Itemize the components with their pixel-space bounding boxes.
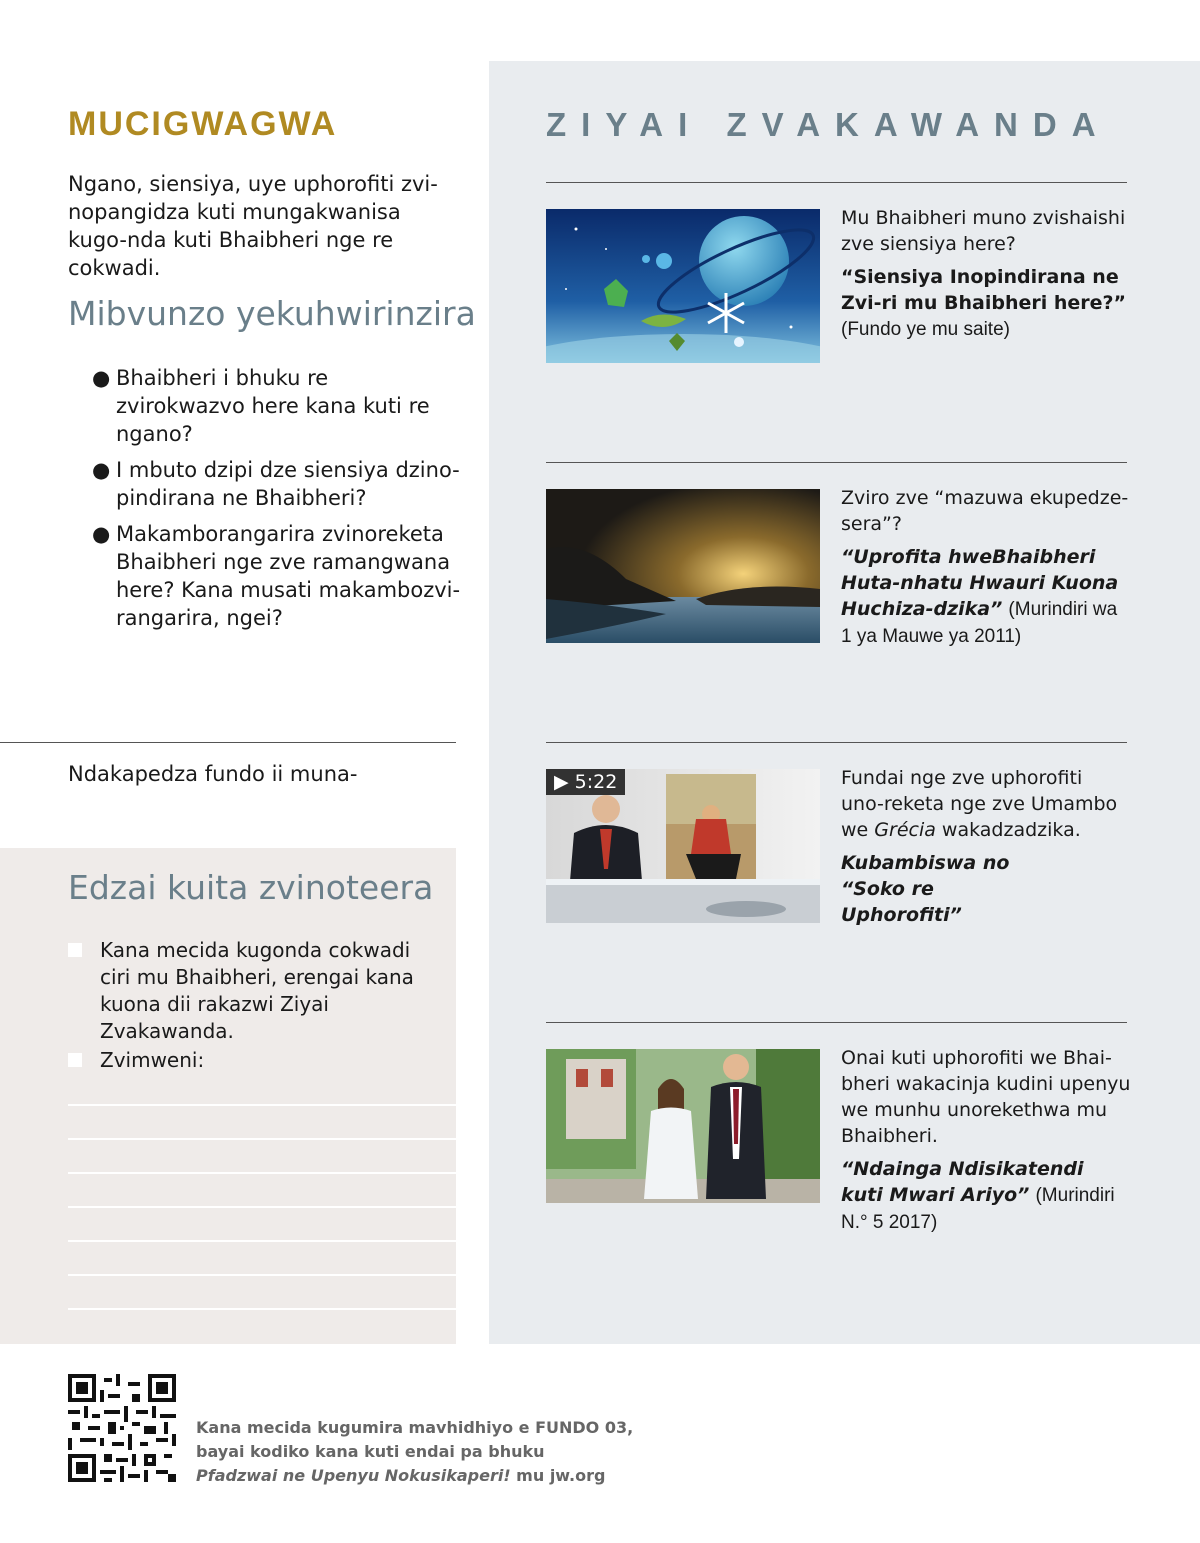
summary-heading: MUCIGWAGWA [68, 105, 338, 143]
explore-item-description: Fundai nge zve uphorofiti uno-reketa nge zve Umambo we Grécia wakadzadzika. [841, 767, 1118, 841]
write-line[interactable] [68, 1206, 456, 1208]
bullet-icon: ● [92, 366, 111, 390]
lesson-completed-label: Ndakapedza fundo ii muna- [68, 762, 358, 786]
checkbox-icon[interactable] [68, 1053, 82, 1067]
explore-item-source: (Murindiri wa 1 ya Mauwe ya 2011) [841, 599, 1118, 647]
explore-heading: ZIYAI ZVAKAWANDA [546, 106, 1111, 143]
book-title-link[interactable]: Pfadzwai ne Upenyu Nokusikaperi! [196, 1466, 511, 1485]
footer-text: Kana mecida kugumira mavhidhiyo e FUNDO 03, bayai kodiko kana kuti endai pa bhuku Pfadzwai ne Upenyu Nokusikaperi! mu jw.org [196, 1418, 634, 1485]
bullet-icon: ● [92, 458, 111, 482]
explore-item-reference[interactable] [841, 544, 1131, 650]
divider [546, 462, 1127, 463]
explore-item-title: “Ndainga Ndisikatendi kuti Mwari Ariyo” [841, 1158, 1084, 1206]
bullet-icon: ● [92, 522, 111, 546]
explore-item-source: (Murindiri N.° 5 2017) [841, 1185, 1115, 1233]
explore-item-source: (Fundo ye mu saite) [841, 319, 1010, 340]
review-question-text: Makamborangarira zvinoreketa Bhaibheri nge zve ramangwana here? Kana musati makambozvi-rangarira, ngei? [116, 522, 461, 630]
video-duration: ▶ 5:22 [546, 769, 625, 795]
review-question [92, 456, 462, 512]
thumbnail-believer[interactable] [546, 1049, 820, 1203]
thumbnail-last-days[interactable] [546, 489, 820, 643]
checkbox-icon[interactable] [68, 943, 82, 957]
planet-snowflake-icon [546, 209, 820, 363]
goal-heading: Edzai kuita zvinoteera [68, 868, 434, 907]
divider [546, 742, 1127, 743]
qr-code-icon[interactable] [68, 1374, 176, 1482]
explore-item-description: Zviro zve “mazuwa ekupedze-sera”? [841, 487, 1129, 535]
review-question [92, 520, 462, 632]
goal-item [68, 937, 448, 1043]
goal-box [0, 848, 456, 1344]
review-question-text: I mbuto dzipi dze siensiya dzino-pindirana ne Bhaibheri? [116, 458, 460, 510]
write-line[interactable] [68, 1138, 456, 1140]
explore-item-reference[interactable] [841, 850, 1041, 928]
write-line[interactable] [68, 1104, 456, 1106]
thumbnail-science[interactable] [546, 209, 820, 363]
summary-text: Ngano, siensiya, uye uphorofiti zvi-nopangidza kuti mungakwanisa kugo-nda kuti Bhaibheri nge re cokwadi. [68, 172, 438, 280]
goal-item-text: Zvimweni: [100, 1048, 205, 1072]
write-line[interactable] [68, 1274, 456, 1276]
write-line[interactable] [68, 1240, 456, 1242]
review-questions [92, 364, 462, 640]
explore-item-title: “Uprofita hweBhaibheri Huta-nhatu Hwauri Kuona Huchiza-dzika” [841, 546, 1119, 620]
review-question [92, 364, 462, 448]
explore-item-title: Kubambiswa no “Soko re Uphorofiti” [841, 852, 1010, 926]
explore-item-description: Onai kuti uphorofiti we Bhai-bheri wakacinja kudini upenyu we munhu unorekethwa mu Bhaibheri. [841, 1047, 1131, 1147]
write-line[interactable] [68, 1172, 456, 1174]
couple-walking-icon [546, 1049, 820, 1203]
explore-item-title: “Siensiya Inopindirana ne Zvi-ri mu Bhaibheri here?” [841, 266, 1127, 314]
divider [546, 182, 1127, 183]
review-question-text: Bhaibheri i bhuku re zvirokwazvo here kana kuti re ngano? [116, 366, 430, 446]
goal-item [68, 1047, 448, 1077]
video-thumbnail-prophecy[interactable] [546, 769, 820, 923]
goal-item-text: Kana mecida kugonda cokwadi ciri mu Bhaibheri, erengai kana kuona dii rakazwi Ziyai Zvakawanda. [100, 938, 414, 1043]
review-heading: Mibvunzo yekuhwirinzira [68, 294, 476, 333]
explore-item-reference[interactable] [841, 1156, 1116, 1236]
write-line[interactable] [68, 1308, 456, 1310]
stormy-landscape-icon [546, 489, 820, 643]
qr-code-graphic [68, 1374, 176, 1482]
divider [0, 742, 456, 743]
site-link[interactable]: mu jw.org [510, 1466, 606, 1485]
divider [546, 1022, 1127, 1023]
explore-item-reference[interactable] [841, 264, 1131, 343]
explore-item-description: Mu Bhaibheri muno zvishaishi zve siensiya here? [841, 207, 1126, 255]
